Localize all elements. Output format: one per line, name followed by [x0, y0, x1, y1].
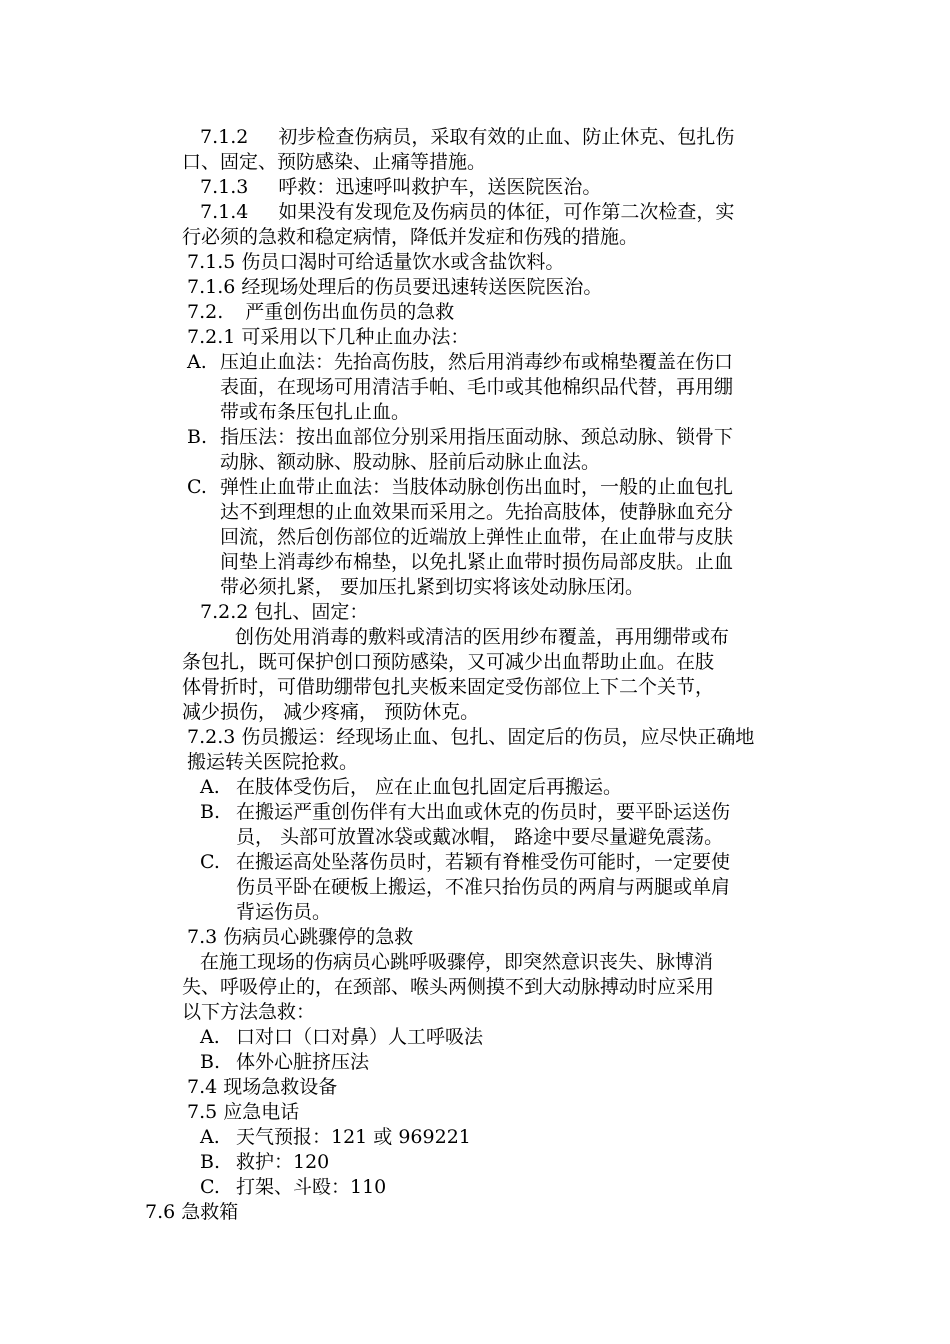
section-7-5: 7.5 应急电话	[187, 1101, 300, 1123]
section-7-1-4-line-2: 行必须的急救和稳定病情，降低并发症和伤残的措施。	[182, 226, 639, 248]
section-7-2-2: 7.2.2 包扎、固定：	[200, 601, 369, 623]
list-label-b: B.	[200, 1051, 221, 1073]
para-7-2-2-line-1: 创伤处用消毒的敷料或清洁的医用纱布覆盖，再用绷带或布	[235, 626, 730, 648]
list-label-c: C.	[200, 851, 220, 873]
section-7-1-5: 7.1.5 伤员口渴时可给适量饮水或含盐饮料。	[187, 251, 565, 273]
list-label-a: A.	[200, 1026, 220, 1048]
phone-police: 打架、斗殴：110	[236, 1176, 387, 1198]
section-7-4: 7.4 现场急救设备	[187, 1076, 338, 1098]
section-number: 7.2.	[187, 301, 224, 323]
item-c-line-1: 弹性止血带止血法：当肢体动脉创伤出血时，一般的止血包扎	[220, 476, 734, 498]
transport-a-line-1: 在肢体受伤后， 应在止血包扎固定后再搬运。	[236, 776, 623, 798]
transport-b-line-1: 在搬运严重创伤伴有大出血或休克的伤员时，要平卧运送伤	[236, 801, 731, 823]
section-7-1-2-line-2: 口、固定、预防感染、止痛等措施。	[182, 151, 487, 173]
item-c-line-4: 间垫上消毒纱布棉垫，以免扎紧止血带时损伤局部皮肤。止血	[220, 551, 734, 573]
section-7-1-3	[200, 175, 601, 200]
item-c-line-5: 带必须扎紧， 要加压扎紧到切实将该处动脉压闭。	[220, 576, 645, 598]
list-label-b: B.	[187, 426, 208, 448]
section-7-2-heading	[187, 300, 454, 325]
section-text: 呼救：迅速呼叫救护车，送医院医治。	[278, 176, 602, 198]
section-7-2-3-line-2: 搬运转关医院抢救。	[187, 751, 359, 773]
transport-c-line-3: 背运伤员。	[236, 901, 332, 923]
phone-weather: 天气预报：121 或 969221	[236, 1126, 471, 1148]
list-label-b: B.	[200, 1151, 221, 1173]
section-text: 初步检查伤病员，采取有效的止血、防止休克、包扎伤	[278, 126, 735, 148]
para-7-2-2-line-2: 条包扎，既可保护创口预防感染，又可减少出血帮助止血。在肢	[182, 651, 715, 673]
section-number: 7.1.2	[200, 126, 249, 148]
section-text: 如果没有发现危及伤病员的体征，可作第二次检查，实	[278, 201, 735, 223]
phone-ambulance: 救护：120	[236, 1151, 330, 1173]
method-b: 体外心脏挤压法	[236, 1051, 370, 1073]
section-number: 7.1.4	[200, 201, 249, 223]
list-label-c: C.	[187, 476, 207, 498]
list-label-b: B.	[200, 801, 221, 823]
item-a-line-2: 表面，在现场可用清洁手帕、毛巾或其他棉织品代替，再用绷	[220, 376, 734, 398]
list-label-a: A.	[200, 1126, 220, 1148]
para-7-3-line-1: 在施工现场的伤病员心跳呼吸骤停，即突然意识丧失、脉博消	[200, 951, 714, 973]
method-a: 口对口（口对鼻）人工呼吸法	[236, 1026, 484, 1048]
section-7-1-6: 7.1.6 经现场处理后的伤员要迅速转送医院医治。	[187, 276, 603, 298]
transport-b-line-2: 员， 头部可放置冰袋或戴冰帽， 路途中要尽量避免震荡。	[236, 826, 724, 848]
section-7-1-2-line-1	[200, 125, 734, 150]
item-a-line-1: 压迫止血法：先抬高伤肢，然后用消毒纱布或棉垫覆盖在伤口	[220, 351, 734, 373]
list-label-c: C.	[200, 1176, 220, 1198]
item-c-line-3: 回流，然后创伤部位的近端放上弹性止血带，在止血带与皮肤	[220, 526, 734, 548]
item-a-line-3: 带或布条压包扎止血。	[220, 401, 411, 423]
section-7-1-4-line-1	[200, 200, 734, 225]
list-label-a: A.	[187, 351, 207, 373]
section-7-2-3-line-1: 7.2.3 伤员搬运：经现场止血、包扎、固定后的伤员，应尽快正确地	[187, 726, 755, 748]
item-b-line-2: 动脉、额动脉、股动脉、胫前后动脉止血法。	[220, 451, 601, 473]
para-7-3-line-2: 失、呼吸停止的，在颈部、喉头两侧摸不到大动脉搏动时应采用	[182, 976, 715, 998]
item-c-line-2: 达不到理想的止血效果而采用之。先抬高肢体，使静脉血充分	[220, 501, 734, 523]
section-text: 严重创伤出血伤员的急救	[245, 301, 455, 323]
section-7-6: 7.6 急救箱	[145, 1201, 239, 1223]
para-7-2-2-line-4: 减少损伤， 减少疼痛， 预防休克。	[182, 701, 480, 723]
section-7-2-1: 7.2.1 可采用以下几种止血办法：	[187, 326, 470, 348]
transport-c-line-1: 在搬运高处坠落伤员时，若颖有脊椎受伤可能时，一定要使	[236, 851, 731, 873]
item-b-line-1: 指压法：按出血部位分别采用指压面动脉、颈总动脉、锁骨下	[220, 426, 734, 448]
para-7-2-2-line-3: 体骨折时，可借助绷带包扎夹板来固定受伤部位上下二个关节，	[182, 676, 715, 698]
section-7-3: 7.3 伤病员心跳骤停的急救	[187, 926, 414, 948]
transport-c-line-2: 伤员平卧在硬板上搬运，不准只抬伤员的两肩与两腿或单肩	[236, 876, 731, 898]
list-label-a: A.	[200, 776, 220, 798]
section-number: 7.1.3	[200, 176, 249, 198]
para-7-3-line-3: 以下方法急救：	[182, 1001, 316, 1023]
